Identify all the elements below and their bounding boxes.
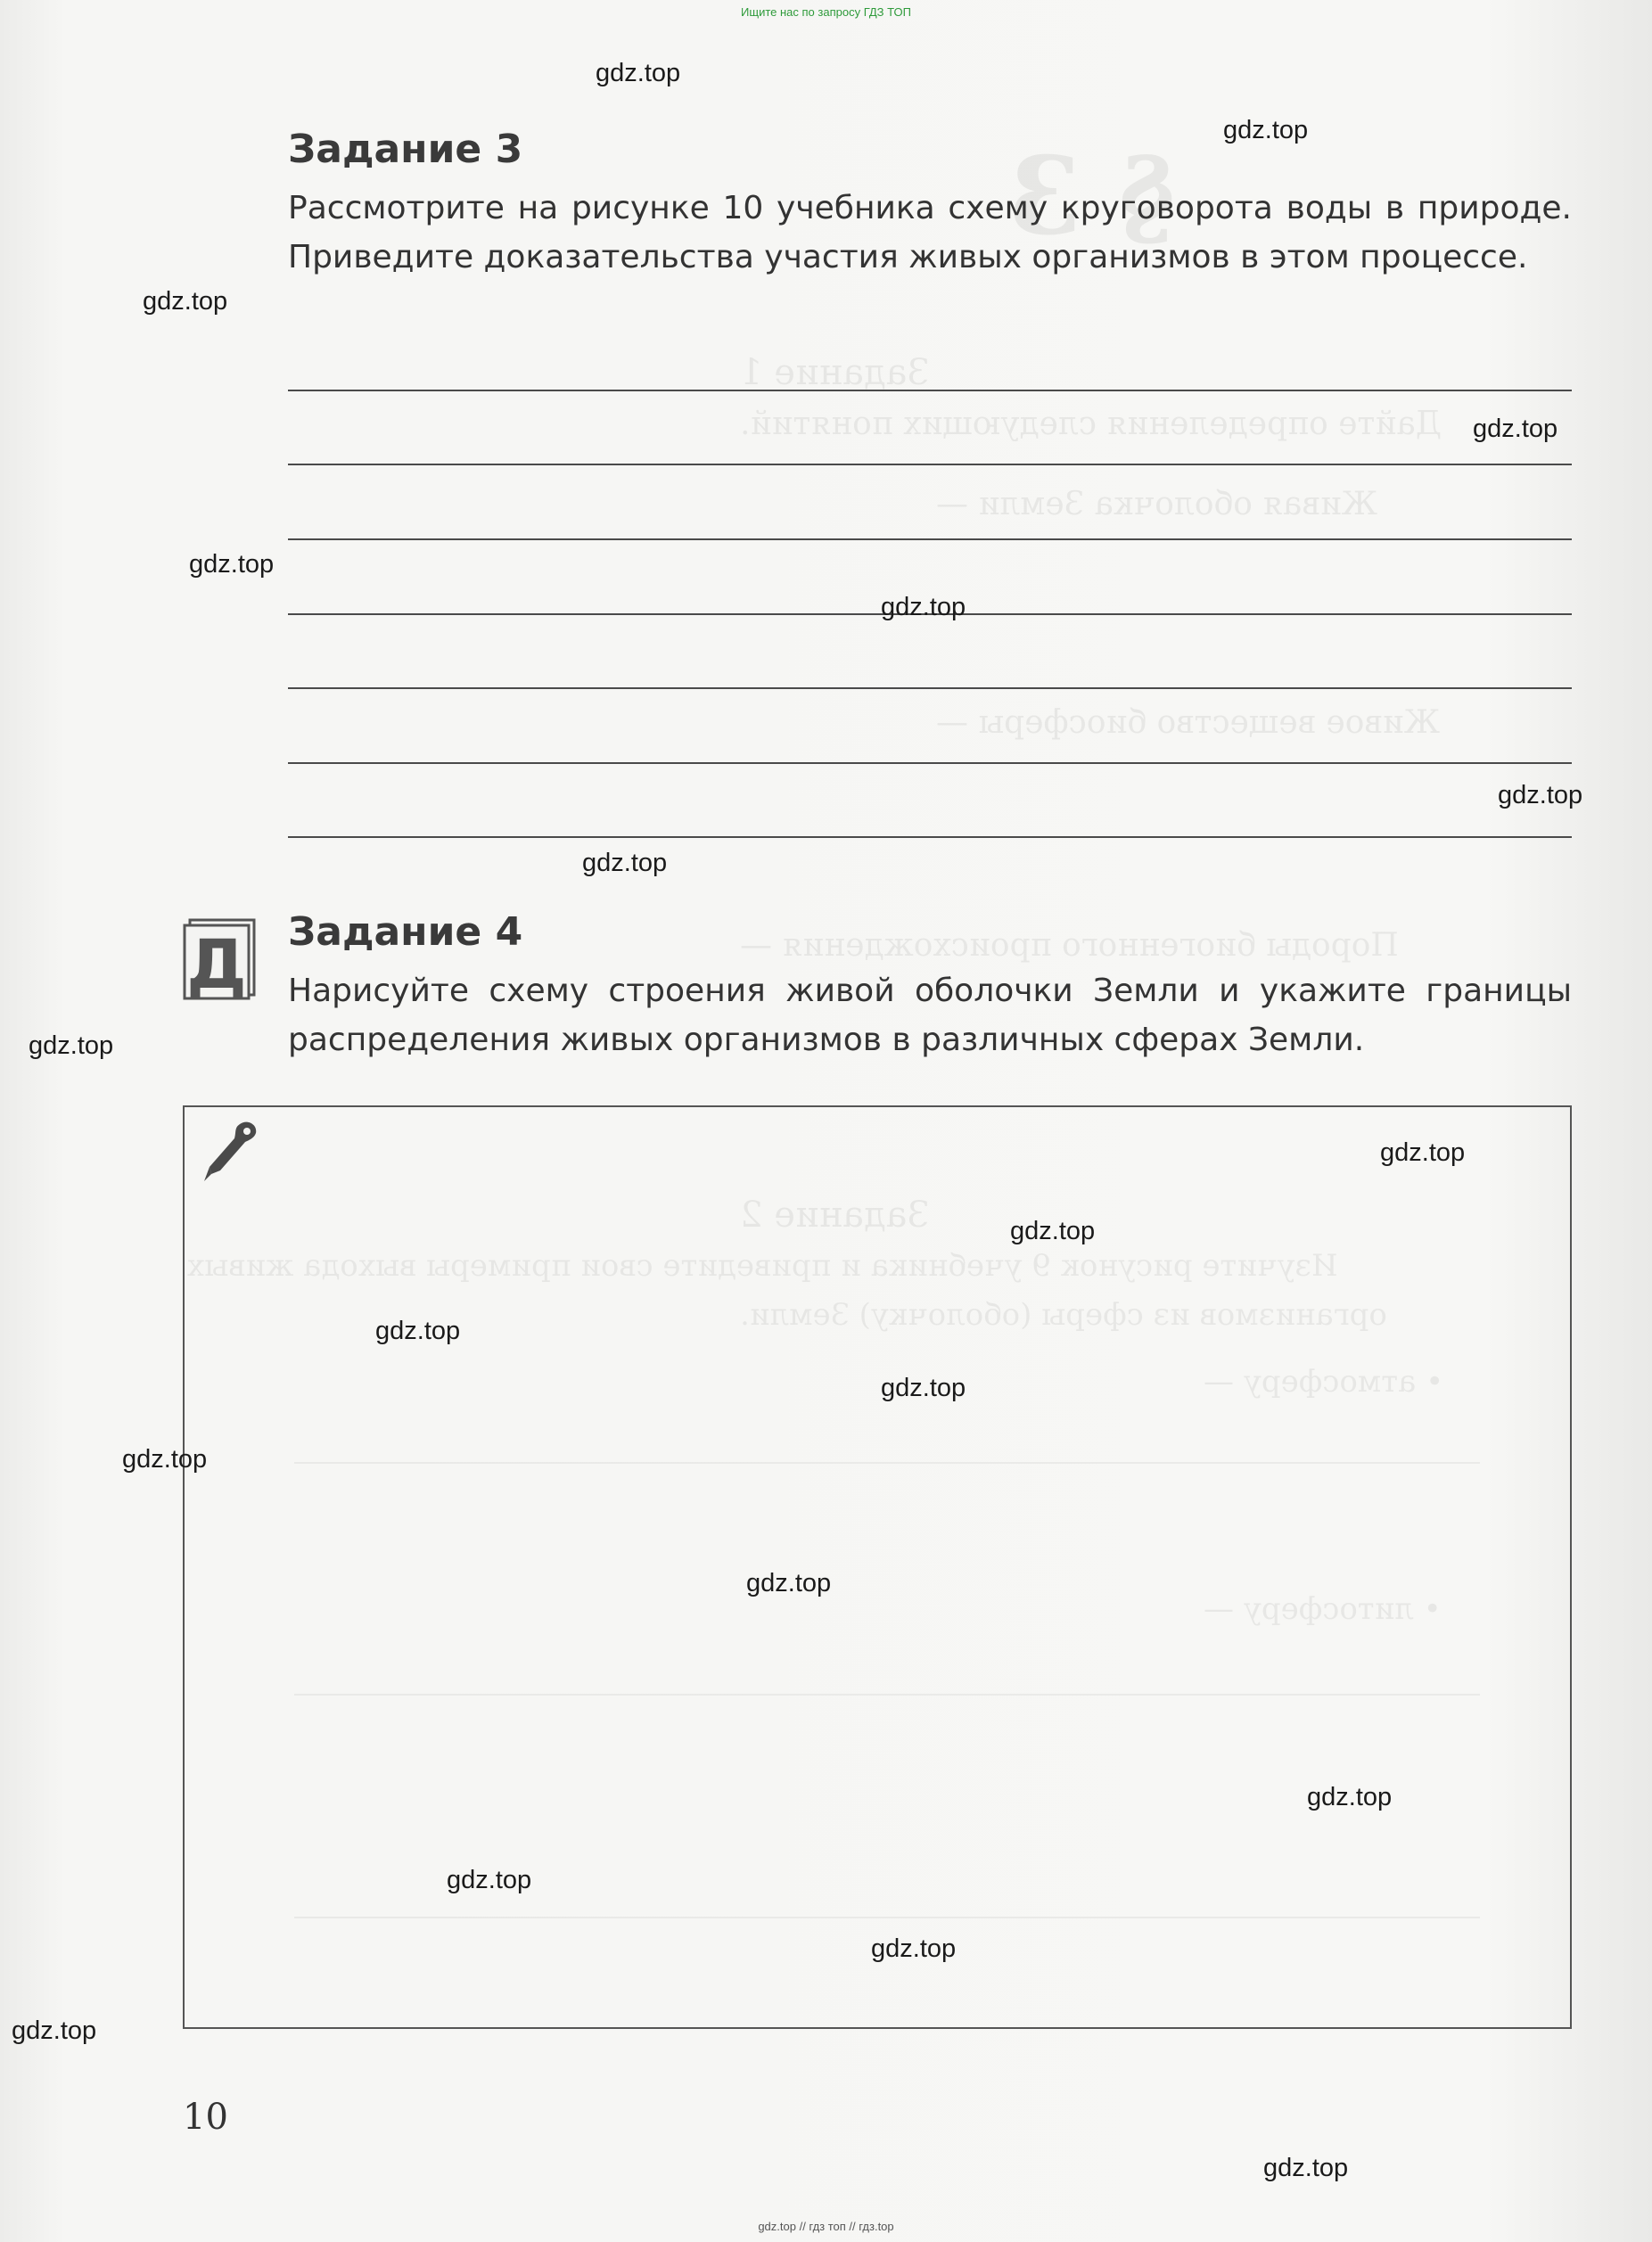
- task3-title: Задание 3: [288, 127, 523, 172]
- watermark[interactable]: gdz.top: [1263, 2154, 1349, 2182]
- watermark[interactable]: gdz.top: [1498, 781, 1583, 809]
- bleed-through-text: организмов из сферы (оболочку) Земли.: [740, 1297, 1387, 1333]
- bottom-banner[interactable]: gdz.top // гдз топ // гдз.top: [758, 2220, 894, 2233]
- top-banner[interactable]: Ищите нас по запросу ГДЗ ТОП: [741, 5, 911, 19]
- watermark[interactable]: gdz.top: [447, 1866, 532, 1894]
- watermark[interactable]: gdz.top: [1010, 1217, 1096, 1245]
- watermark[interactable]: gdz.top: [596, 59, 681, 87]
- watermark[interactable]: gdz.top: [1473, 415, 1558, 443]
- watermark[interactable]: gdz.top: [189, 550, 275, 579]
- bleed-through-text: Живая оболочка Земли —: [936, 486, 1378, 522]
- watermark[interactable]: gdz.top: [1307, 1783, 1393, 1811]
- bleed-through-text: § 3: [1007, 134, 1176, 259]
- watermark[interactable]: gdz.top: [582, 849, 668, 877]
- bleed-through-text: Дайте определения следующих понятий.: [740, 406, 1442, 442]
- watermark[interactable]: gdz.top: [881, 593, 966, 621]
- watermark[interactable]: gdz.top: [1223, 116, 1309, 144]
- drawing-area[interactable]: [183, 1105, 1572, 2029]
- bleed-through-text: Живое вещество биосферы —: [936, 704, 1441, 741]
- answer-line[interactable]: [288, 538, 1572, 540]
- watermark[interactable]: gdz.top: [746, 1569, 832, 1597]
- bleed-through-text: Изучите рисунок 9 учебника и приведите свои примеры выхода живых: [187, 1248, 1338, 1284]
- answer-line[interactable]: [288, 464, 1572, 465]
- watermark[interactable]: gdz.top: [29, 1031, 114, 1060]
- page-number: 10: [183, 2097, 228, 2138]
- task4-text: Нарисуйте схему строения живой оболочки Земли и укажите границы распределения живых организмов в различных сферах Земли.: [288, 973, 1572, 1058]
- d-badge-letter: Д: [186, 924, 247, 1000]
- bleed-through-text: • атмосферу —: [1204, 1364, 1444, 1400]
- pencil-icon: [201, 1119, 263, 1183]
- watermark[interactable]: gdz.top: [122, 1445, 208, 1474]
- watermark[interactable]: gdz.top: [12, 2016, 97, 2045]
- bleed-through-text: Задание 2: [740, 1195, 930, 1236]
- bleed-through-text: Породы биогенного происхождения —: [740, 927, 1399, 964]
- watermark[interactable]: gdz.top: [375, 1317, 461, 1345]
- d-badge-icon: [183, 918, 256, 1000]
- answer-line[interactable]: [288, 687, 1572, 689]
- answer-line[interactable]: [288, 762, 1572, 764]
- answer-line[interactable]: [288, 390, 1572, 391]
- watermark[interactable]: gdz.top: [881, 1374, 966, 1402]
- watermark[interactable]: gdz.top: [143, 287, 228, 316]
- bleed-through-text: • литосферу —: [1204, 1591, 1442, 1627]
- answer-line[interactable]: [288, 836, 1572, 838]
- watermark[interactable]: gdz.top: [1380, 1138, 1466, 1167]
- watermark[interactable]: gdz.top: [871, 1934, 957, 1963]
- task4-title: Задание 4: [288, 909, 523, 955]
- task3-text: Рассмотрите на рисунке 10 учебника схему круговорота воды в природе. Приведите доказательства участия живых организмов в этом процессе.: [288, 190, 1572, 275]
- bleed-through-text: Задание 1: [740, 352, 930, 393]
